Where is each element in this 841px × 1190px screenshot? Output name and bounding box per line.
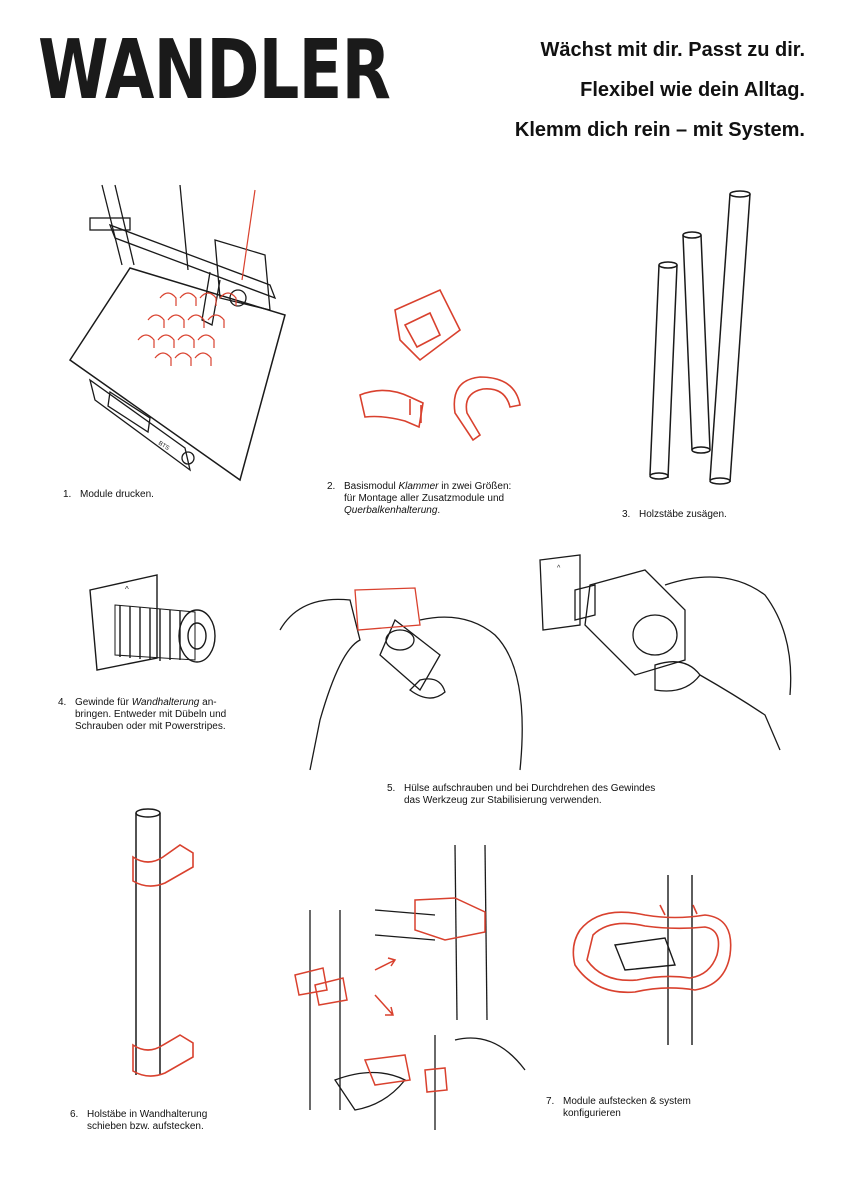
step-6-caption — [70, 1109, 240, 1135]
step-7-caption — [546, 1096, 716, 1122]
step-7-text-a: Module aufstecken & system — [563, 1096, 691, 1107]
step-2-text-c: in zwei Größen: — [438, 481, 512, 492]
tray-module-illustration — [565, 870, 740, 1050]
step-4-number: 4. — [58, 697, 67, 708]
step-5-text-b: das Werkzeug zur Stabilisierung verwenden. — [404, 795, 602, 806]
step-3-number: 3. — [622, 509, 631, 520]
step-4-text-b: Wandhalterung — [131, 697, 200, 708]
step-2-caption — [327, 481, 557, 519]
step-6-text-a: Holstäbe in Wandhalterung — [87, 1109, 208, 1120]
tagline-line-3: Klemm dich rein – mit System. — [514, 119, 805, 141]
wall-mount-thread-illustration — [85, 570, 225, 670]
rod-in-wall-holders-illustration — [125, 805, 205, 1085]
step-4-caption — [58, 697, 258, 735]
step-3-caption — [622, 509, 802, 523]
step-2-text-a: Basismodul — [344, 481, 399, 492]
step-2-text-d: für Montage aller Zusatzmodule und — [344, 493, 505, 504]
printer-illustration — [70, 180, 295, 480]
step-5-text-a: Hülse aufschrauben und bei Durchdrehen des Gewindes — [404, 783, 656, 794]
step-1-text: Module drucken. — [80, 489, 154, 500]
step-2-text-f: . — [437, 505, 441, 516]
step-2-text-b: Klammer — [398, 481, 439, 492]
step-7-text-b: konfigurieren — [563, 1108, 621, 1119]
step-2-number: 2. — [327, 481, 336, 492]
tagline-line-1: Wächst mit dir. Passt zu dir. — [540, 39, 805, 61]
sleeve-rotate-hand-illustration — [535, 555, 795, 755]
svg-text:^: ^ — [557, 565, 561, 572]
step-7-number: 7. — [546, 1096, 555, 1107]
modules-on-rods-illustration — [285, 840, 535, 1130]
sleeve-screw-hands-illustration — [280, 580, 530, 770]
brand-logo: WANDLER — [38, 23, 391, 118]
clamp-modules-illustration — [355, 285, 535, 445]
step-1-number: 1. — [63, 489, 72, 500]
step-5-caption — [387, 783, 687, 809]
step-1-caption — [63, 489, 263, 503]
step-6-text-b: schieben bzw. aufstecken. — [87, 1121, 204, 1132]
step-6-number: 6. — [70, 1109, 79, 1120]
svg-text:^: ^ — [125, 585, 129, 594]
step-4-text-d: bringen. Entweder mit Dübeln und — [75, 709, 227, 720]
step-4-text-e: Schrauben oder mit Powerstripes. — [75, 721, 226, 732]
tagline-line-2: Flexibel wie dein Alltag. — [580, 79, 805, 101]
step-3-text: Holzstäbe zusägen. — [639, 509, 727, 520]
step-5-number: 5. — [387, 783, 396, 794]
printer-display-label: BTS — [156, 440, 171, 452]
wooden-rods-illustration — [640, 180, 760, 490]
step-4-text-c: an- — [199, 697, 217, 708]
tagline — [515, 30, 805, 150]
step-4-text-a: Gewinde für — [75, 697, 132, 708]
step-2-text-e: Querbalkenhalterung — [344, 505, 438, 516]
